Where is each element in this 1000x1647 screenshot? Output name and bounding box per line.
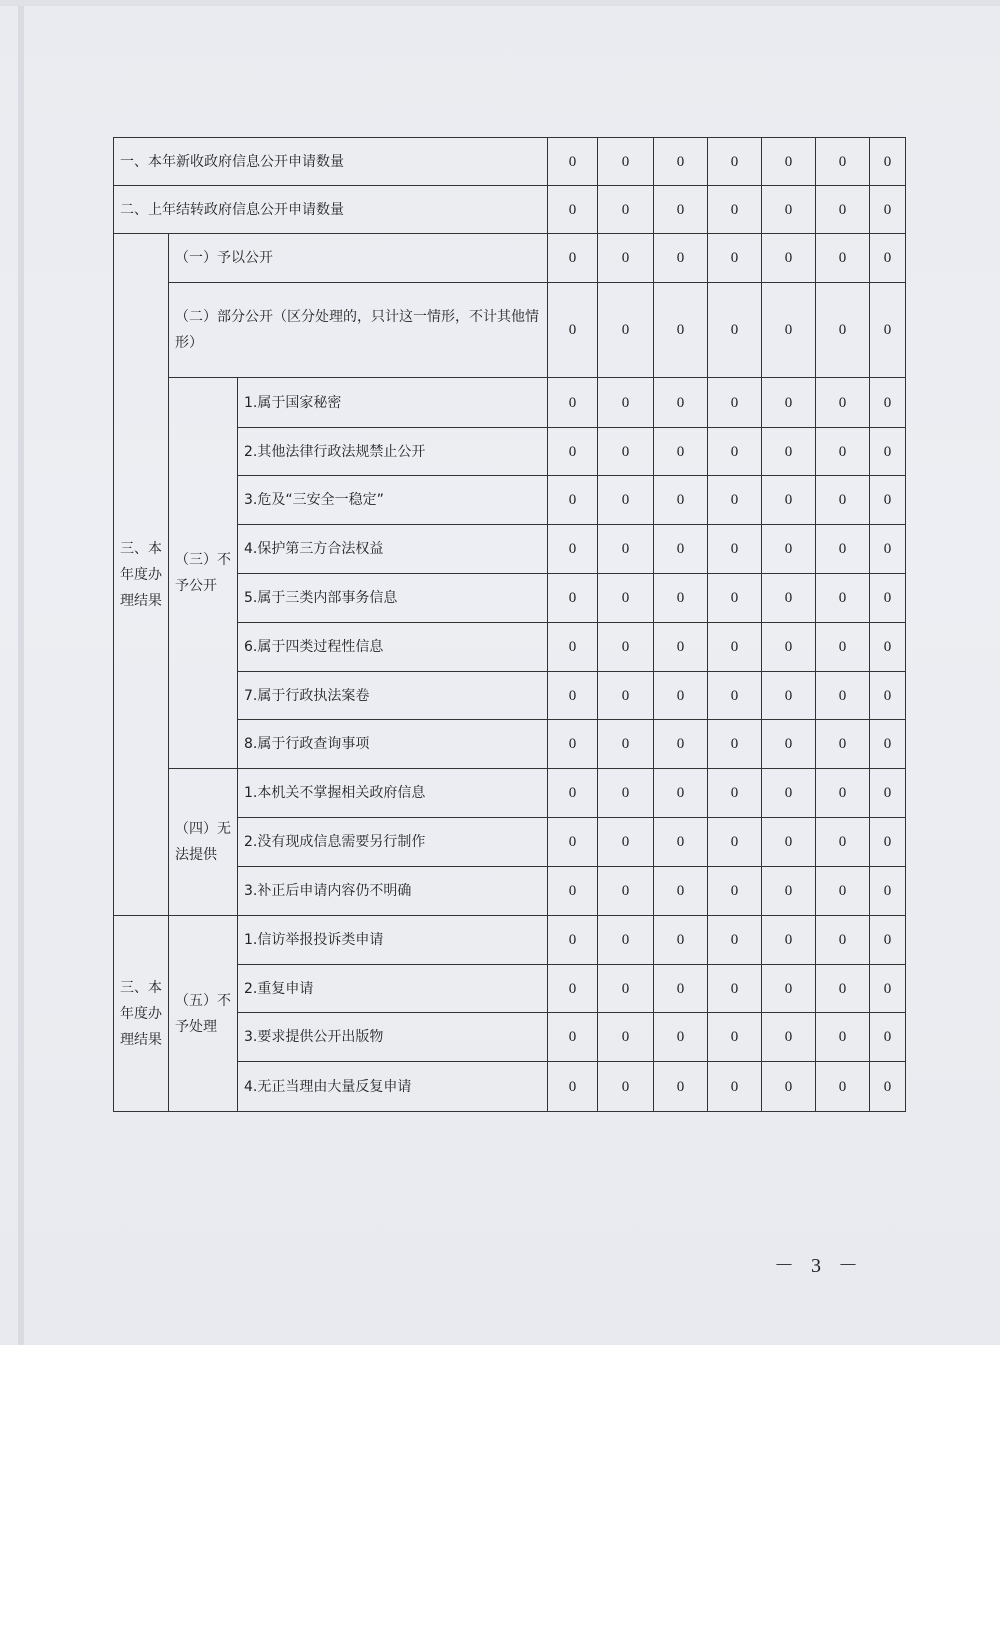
table-cell-value: 0 bbox=[654, 476, 708, 525]
table-cell-value: 0 bbox=[598, 525, 654, 574]
subgroup-label-not-disclosed: （三）不予公开 bbox=[169, 378, 238, 769]
table-cell-value: 0 bbox=[708, 867, 762, 916]
group-label-results: 三、本年度办理结果 bbox=[114, 916, 169, 1112]
table-cell-value: 0 bbox=[548, 1013, 598, 1062]
table-cell-value: 0 bbox=[870, 234, 906, 283]
table-cell-value: 0 bbox=[654, 186, 708, 234]
table-cell-value: 0 bbox=[654, 428, 708, 476]
table-cell-value: 0 bbox=[762, 378, 816, 428]
table-cell-value: 0 bbox=[654, 623, 708, 672]
table-cell-value: 0 bbox=[708, 720, 762, 769]
table-cell-value: 0 bbox=[870, 965, 906, 1013]
table-cell-value: 0 bbox=[654, 378, 708, 428]
table-cell-value: 0 bbox=[598, 720, 654, 769]
subgroup-label-not-processed: （五）不予处理 bbox=[169, 916, 238, 1112]
table-cell-value: 0 bbox=[816, 574, 870, 623]
table-cell-value: 0 bbox=[548, 1062, 598, 1112]
scan-shadow-top bbox=[0, 0, 1000, 6]
table-cell-value: 0 bbox=[816, 138, 870, 186]
table-cell-value: 0 bbox=[870, 769, 906, 818]
table-cell-value: 0 bbox=[762, 283, 816, 378]
row-label: 3.补正后申请内容仍不明确 bbox=[238, 867, 548, 916]
row-label: 8.属于行政查询事项 bbox=[238, 720, 548, 769]
table-cell-value: 0 bbox=[816, 623, 870, 672]
table-cell-value: 0 bbox=[762, 769, 816, 818]
table-cell-value: 0 bbox=[870, 867, 906, 916]
table-cell-value: 0 bbox=[762, 525, 816, 574]
table-cell-value: 0 bbox=[762, 476, 816, 525]
table-cell-value: 0 bbox=[762, 965, 816, 1013]
table-cell-value: 0 bbox=[548, 525, 598, 574]
table-cell-value: 0 bbox=[598, 186, 654, 234]
table-cell-value: 0 bbox=[548, 818, 598, 867]
table-cell-value: 0 bbox=[548, 867, 598, 916]
table-cell-value: 0 bbox=[762, 574, 816, 623]
table-cell-value: 0 bbox=[598, 476, 654, 525]
table-row bbox=[114, 234, 906, 283]
table-cell-value: 0 bbox=[708, 623, 762, 672]
table-cell-value: 0 bbox=[598, 1013, 654, 1062]
table-cell-value: 0 bbox=[598, 965, 654, 1013]
table-cell-value: 0 bbox=[548, 186, 598, 234]
table-cell-value: 0 bbox=[816, 428, 870, 476]
row-label: 1.信访举报投诉类申请 bbox=[238, 916, 548, 965]
table-cell-value: 0 bbox=[870, 378, 906, 428]
table-cell-value: 0 bbox=[654, 283, 708, 378]
table-cell-value: 0 bbox=[548, 769, 598, 818]
row-label: （二）部分公开（区分处理的，只计这一情形，不计其他情形） bbox=[169, 283, 548, 378]
table-cell-value: 0 bbox=[816, 186, 870, 234]
table-cell-value: 0 bbox=[816, 1013, 870, 1062]
table-cell-value: 0 bbox=[598, 428, 654, 476]
table-cell-value: 0 bbox=[598, 867, 654, 916]
page-number: － 3 － bbox=[774, 1255, 864, 1277]
table-cell-value: 0 bbox=[708, 916, 762, 965]
row-label: 2.其他法律行政法规禁止公开 bbox=[238, 428, 548, 476]
table-cell-value: 0 bbox=[708, 818, 762, 867]
row-label: 1.属于国家秘密 bbox=[238, 378, 548, 428]
table-cell-value: 0 bbox=[654, 965, 708, 1013]
table-cell-value: 0 bbox=[598, 378, 654, 428]
table-row bbox=[114, 283, 906, 378]
table-cell-value: 0 bbox=[816, 867, 870, 916]
table-cell-value: 0 bbox=[548, 283, 598, 378]
table-cell-value: 0 bbox=[708, 428, 762, 476]
table-cell-value: 0 bbox=[816, 1062, 870, 1112]
table-row bbox=[114, 769, 906, 818]
table-cell-value: 0 bbox=[762, 916, 816, 965]
table-cell-value: 0 bbox=[762, 1013, 816, 1062]
row-label: 4.无正当理由大量反复申请 bbox=[238, 1062, 548, 1112]
table-cell-value: 0 bbox=[870, 818, 906, 867]
table-cell-value: 0 bbox=[870, 428, 906, 476]
table-cell-value: 0 bbox=[708, 574, 762, 623]
table-cell-value: 0 bbox=[548, 965, 598, 1013]
table-cell-value: 0 bbox=[708, 234, 762, 283]
table-cell-value: 0 bbox=[654, 672, 708, 720]
table-cell-value: 0 bbox=[762, 186, 816, 234]
row-label: 5.属于三类内部事务信息 bbox=[238, 574, 548, 623]
table-cell-value: 0 bbox=[598, 234, 654, 283]
row-label: 7.属于行政执法案卷 bbox=[238, 672, 548, 720]
table-cell-value: 0 bbox=[598, 672, 654, 720]
table-cell-value: 0 bbox=[870, 525, 906, 574]
subgroup-label-cannot-provide: （四）无法提供 bbox=[169, 769, 238, 916]
table-row bbox=[114, 916, 906, 965]
table-cell-value: 0 bbox=[548, 916, 598, 965]
row-label: 6.属于四类过程性信息 bbox=[238, 623, 548, 672]
table-cell-value: 0 bbox=[708, 283, 762, 378]
table-cell-value: 0 bbox=[870, 574, 906, 623]
table-cell-value: 0 bbox=[816, 672, 870, 720]
table-cell-value: 0 bbox=[654, 1013, 708, 1062]
table-cell-value: 0 bbox=[654, 574, 708, 623]
table-cell-value: 0 bbox=[708, 672, 762, 720]
table-cell-value: 0 bbox=[816, 378, 870, 428]
table-row bbox=[114, 138, 906, 186]
table-cell-value: 0 bbox=[708, 965, 762, 1013]
row-label: 3.要求提供公开出版物 bbox=[238, 1013, 548, 1062]
table-cell-value: 0 bbox=[654, 867, 708, 916]
group-label-results: 三、本年度办理结果 bbox=[114, 234, 169, 916]
row-label: 1.本机关不掌握相关政府信息 bbox=[238, 769, 548, 818]
table-cell-value: 0 bbox=[548, 378, 598, 428]
row-label: 2.没有现成信息需要另行制作 bbox=[238, 818, 548, 867]
table-cell-value: 0 bbox=[654, 769, 708, 818]
table-row bbox=[114, 378, 906, 428]
table-cell-value: 0 bbox=[708, 138, 762, 186]
table-cell-value: 0 bbox=[708, 769, 762, 818]
table-cell-value: 0 bbox=[762, 818, 816, 867]
table-cell-value: 0 bbox=[870, 283, 906, 378]
table-cell-value: 0 bbox=[654, 1062, 708, 1112]
table-cell-value: 0 bbox=[816, 283, 870, 378]
table-cell-value: 0 bbox=[548, 428, 598, 476]
table-cell-value: 0 bbox=[654, 525, 708, 574]
table-cell-value: 0 bbox=[708, 186, 762, 234]
table-cell-value: 0 bbox=[654, 234, 708, 283]
row-label: 二、上年结转政府信息公开申请数量 bbox=[114, 186, 548, 234]
table-cell-value: 0 bbox=[870, 476, 906, 525]
table-cell-value: 0 bbox=[598, 1062, 654, 1112]
table-cell-value: 0 bbox=[548, 623, 598, 672]
table-cell-value: 0 bbox=[548, 234, 598, 283]
table-cell-value: 0 bbox=[762, 867, 816, 916]
table-cell-value: 0 bbox=[816, 525, 870, 574]
row-label: 3.危及“三安全一稳定” bbox=[238, 476, 548, 525]
table-cell-value: 0 bbox=[598, 574, 654, 623]
table-cell-value: 0 bbox=[870, 1013, 906, 1062]
table-cell-value: 0 bbox=[870, 720, 906, 769]
table-cell-value: 0 bbox=[870, 623, 906, 672]
table-cell-value: 0 bbox=[598, 769, 654, 818]
table-cell-value: 0 bbox=[816, 234, 870, 283]
table-cell-value: 0 bbox=[708, 1013, 762, 1062]
table-cell-value: 0 bbox=[870, 672, 906, 720]
table-cell-value: 0 bbox=[762, 720, 816, 769]
table-cell-value: 0 bbox=[762, 234, 816, 283]
table-cell-value: 0 bbox=[548, 476, 598, 525]
table-cell-value: 0 bbox=[708, 476, 762, 525]
table-cell-value: 0 bbox=[870, 138, 906, 186]
table-cell-value: 0 bbox=[816, 916, 870, 965]
table-cell-value: 0 bbox=[654, 138, 708, 186]
table-cell-value: 0 bbox=[654, 818, 708, 867]
table-cell-value: 0 bbox=[598, 283, 654, 378]
scan-shadow-edge bbox=[18, 0, 24, 1345]
table-cell-value: 0 bbox=[548, 138, 598, 186]
table-cell-value: 0 bbox=[598, 138, 654, 186]
table-cell-value: 0 bbox=[762, 428, 816, 476]
table-cell-value: 0 bbox=[870, 916, 906, 965]
table-cell-value: 0 bbox=[708, 525, 762, 574]
row-label: 一、本年新收政府信息公开申请数量 bbox=[114, 138, 548, 186]
table-cell-value: 0 bbox=[762, 623, 816, 672]
table-cell-value: 0 bbox=[654, 916, 708, 965]
table-cell-value: 0 bbox=[598, 818, 654, 867]
table-cell-value: 0 bbox=[870, 186, 906, 234]
table-cell-value: 0 bbox=[816, 476, 870, 525]
table-cell-value: 0 bbox=[816, 720, 870, 769]
table-cell-value: 0 bbox=[870, 1062, 906, 1112]
table-row bbox=[114, 186, 906, 234]
table-cell-value: 0 bbox=[816, 818, 870, 867]
table-cell-value: 0 bbox=[654, 720, 708, 769]
table-cell-value: 0 bbox=[762, 1062, 816, 1112]
table-cell-value: 0 bbox=[548, 672, 598, 720]
table-cell-value: 0 bbox=[598, 916, 654, 965]
row-label: 2.重复申请 bbox=[238, 965, 548, 1013]
disclosure-statistics-table bbox=[113, 137, 906, 1112]
row-label: （一）予以公开 bbox=[169, 234, 548, 283]
table-cell-value: 0 bbox=[816, 965, 870, 1013]
table-cell-value: 0 bbox=[598, 623, 654, 672]
table-cell-value: 0 bbox=[708, 1062, 762, 1112]
table-cell-value: 0 bbox=[816, 769, 870, 818]
table-cell-value: 0 bbox=[548, 720, 598, 769]
table-cell-value: 0 bbox=[548, 574, 598, 623]
table-cell-value: 0 bbox=[762, 138, 816, 186]
table-cell-value: 0 bbox=[762, 672, 816, 720]
table-cell-value: 0 bbox=[708, 378, 762, 428]
row-label: 4.保护第三方合法权益 bbox=[238, 525, 548, 574]
